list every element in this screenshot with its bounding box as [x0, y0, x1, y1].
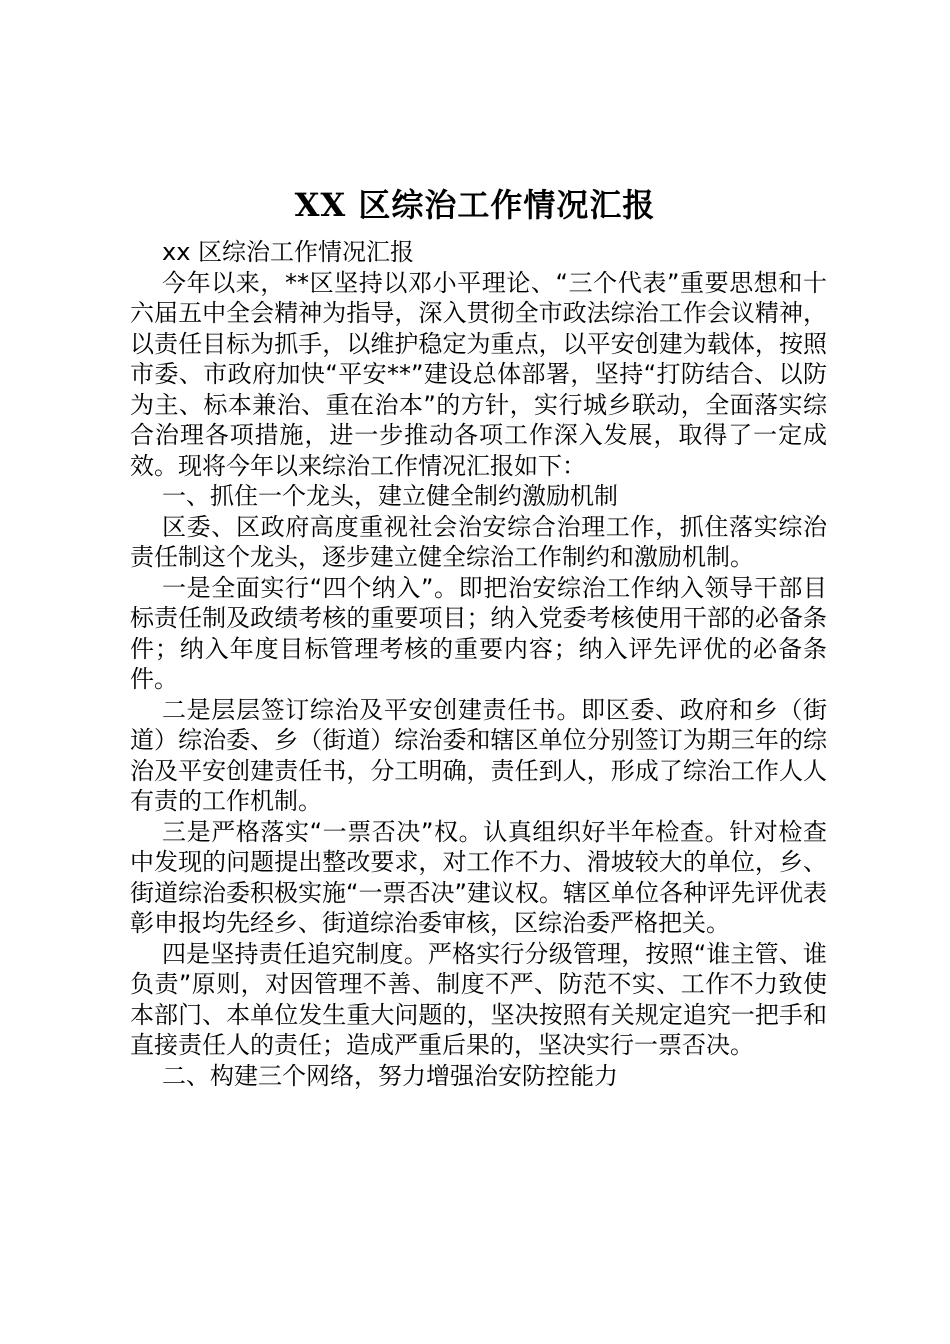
paragraph: 四是坚持责任追究制度。严格实行分级管理，按照“谁主管、谁负责”原则，对因管理不善、制度不严、防范不实、工作不力致使本部门、本单位发生重大问题的，坚决按照有关规定追究一把手和直接责任人的责任；造成严重后果的，坚决实行一票否决。: [130, 939, 827, 1059]
paragraph-intro: 今年以来，**区坚持以邓小平理论、“三个代表”重要思想和十六届五中全会精神为指导，深入贯彻全市政法综治工作会议精神，以责任目标为抓手，以维护稳定为重点，以平安创建为载体，按照市委、市政府加快“平安**”建设总体部署，坚持“打防结合、以防为主、标本兼治、重在治本”的方针，实行城乡联动，全面落实综合治理各项措施，进一步推动各项工作深入发展，取得了一定成效。现将今年以来综治工作情况汇报如下：: [130, 268, 827, 480]
section-heading-2: 二、构建三个网络，努力增强治安防控能力: [162, 1061, 618, 1090]
document-title: XX 区综治工作情况汇报: [294, 186, 656, 224]
paragraph: 一是全面实行“四个纳入”。即把治安综治工作纳入领导干部目标责任制及政绩考核的重要项目；纳入党委考核使用干部的必备条件；纳入年度目标管理考核的重要内容；纳入评先评优的必备条件。: [130, 573, 827, 693]
paragraph: 区委、区政府高度重视社会治安综合治理工作，抓住落实综治责任制这个龙头，逐步建立健全综治工作制约和激励机制。: [130, 512, 827, 571]
paragraph-subtitle: xx 区综治工作情况汇报: [162, 238, 415, 266]
section-heading-1: 一、抓住一个龙头，建立健全制约激励机制: [162, 482, 618, 510]
document-body: [130, 237, 827, 1091]
paragraph: 二是层层签订综治及平安创建责任书。即区委、政府和乡（街道）综治委、乡（街道）综治委和辖区单位分别签订为期三年的综治及平安创建责任书，分工明确，责任到人，形成了综治工作人人有责的工作机制。: [130, 695, 827, 815]
paragraph: 三是严格落实“一票否决”权。认真组织好半年检查。针对检查中发现的问题提出整改要求，对工作不力、滑坡较大的单位，乡、街道综治委积极实施“一票否决”建议权。辖区单位各种评先评优表彰申报均先经乡、街道综治委审核，区综治委严格把关。: [130, 817, 827, 937]
